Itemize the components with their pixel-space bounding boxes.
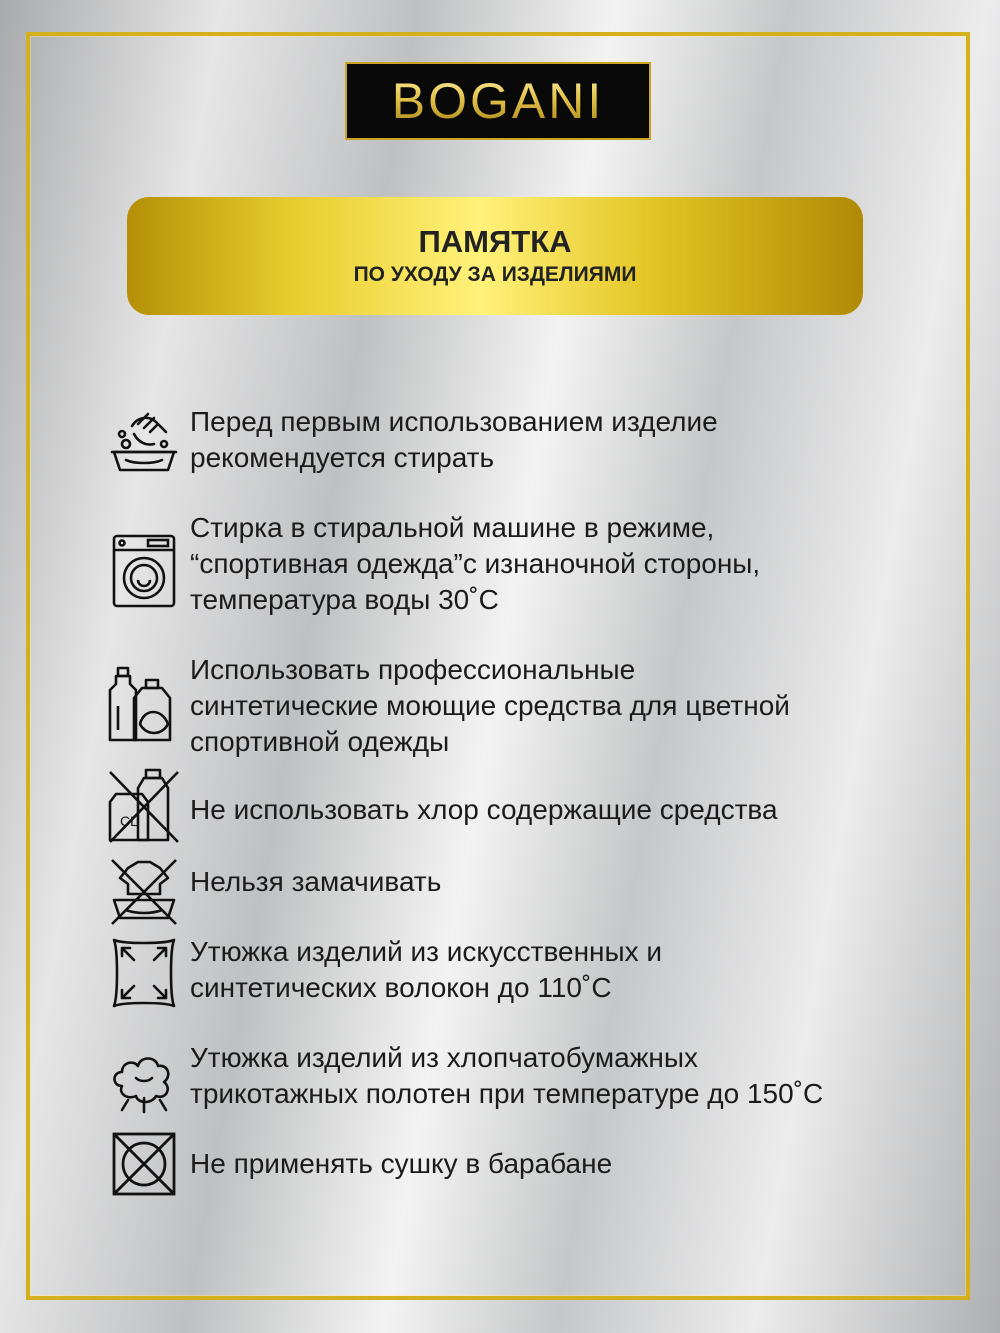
cotton-icon <box>108 1040 180 1120</box>
text-line: Утюжка изделий из искусственных и <box>190 936 663 967</box>
care-item-text <box>190 652 970 760</box>
title-banner <box>127 197 863 315</box>
care-item-text <box>190 510 970 618</box>
text-line: Нельзя замачивать <box>190 866 442 897</box>
banner-subtitle: ПО УХОДУ ЗА ИЗДЕЛИЯМИ <box>353 263 637 286</box>
text-line: трикотажных полотен при температуре до 150˚C <box>190 1078 824 1109</box>
text-line: Стирка в стиральной машине в режиме, <box>190 512 715 543</box>
text-line: спортивной одежды <box>190 726 450 757</box>
text-line: Не применять сушку в барабане <box>190 1148 613 1179</box>
text-line: Использовать профессиональные <box>190 654 636 685</box>
care-item-text <box>190 934 970 1006</box>
text-line: рекомендуется стирать <box>190 442 495 473</box>
text-line: “спортивная одежда”с изнаночной стороны, <box>190 548 761 579</box>
washing-machine-icon <box>108 532 180 612</box>
text-line: Утюжка изделий из хлопчатобумажных <box>190 1042 699 1073</box>
text-line: Не использовать хлор содержащие средства <box>190 794 778 825</box>
brand-logo <box>345 62 651 140</box>
care-item-text <box>190 792 970 828</box>
care-item-text <box>190 1146 970 1182</box>
care-item-text <box>190 1040 970 1112</box>
text-line: синтетические моющие средства для цветной <box>190 690 790 721</box>
care-item-text <box>190 864 970 900</box>
text-line: температура воды 30˚C <box>190 584 499 615</box>
brand-name: BOGANI <box>391 73 605 129</box>
no-soak-icon <box>108 854 180 934</box>
no-tumble-dry-icon <box>108 1128 180 1208</box>
banner-title: ПАМЯТКА <box>418 224 572 259</box>
synthetic-fabric-icon <box>108 934 180 1014</box>
no-chlorine-icon <box>108 766 180 846</box>
hand-wash-icon <box>108 404 180 484</box>
svg-text:CL: CL <box>120 813 138 829</box>
detergent-bottles-icon <box>108 666 180 746</box>
text-line: синтетических волокон до 110˚C <box>190 972 612 1003</box>
care-item-text <box>190 404 970 476</box>
text-line: Перед первым использованием изделие <box>190 406 718 437</box>
